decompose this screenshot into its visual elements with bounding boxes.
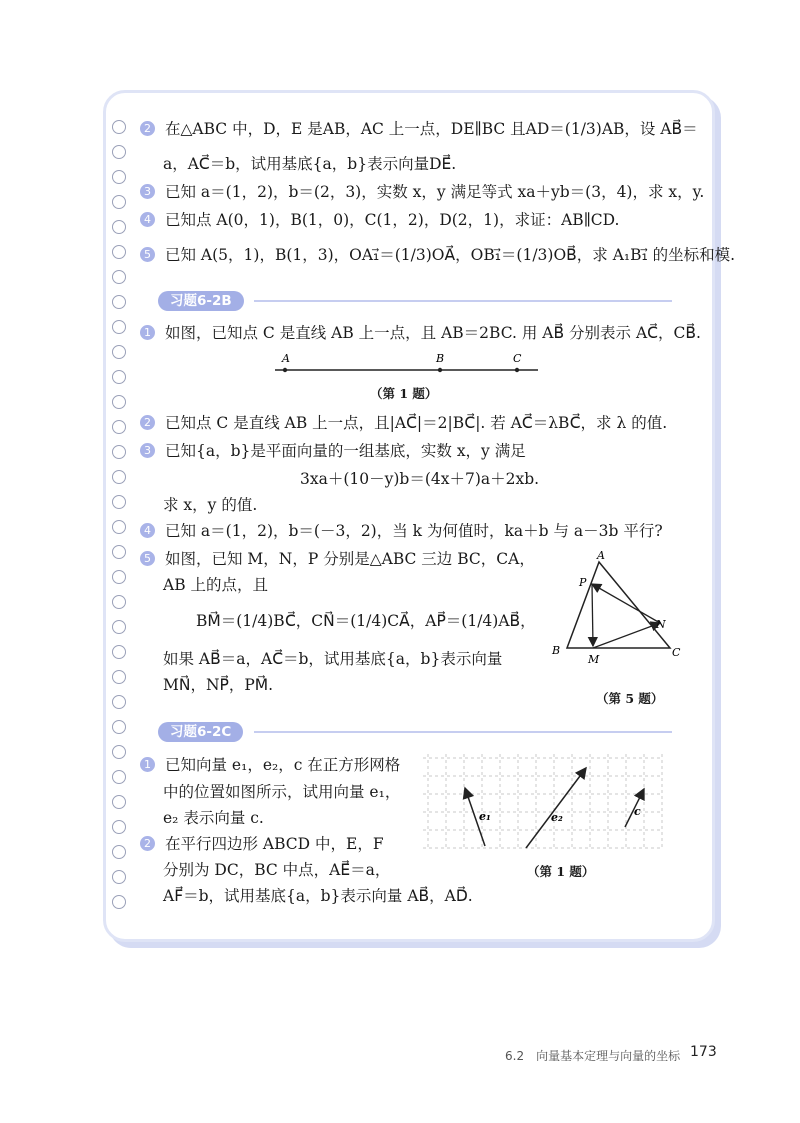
binder-ring [112,195,126,209]
binder-ring [112,520,126,534]
exercise-a2-cont: a，AC⃗＝b，试用基底{a，b}表示向量DE⃗. [163,155,457,173]
exercise-text: 已知点 C 是直线 AB 上一点，且|AC⃗|＝2|BC⃗|. 若 AC⃗＝λBC⃗，求 λ 的值. [165,414,668,432]
label-b: B [436,352,445,365]
binder-ring [112,320,126,334]
binder-ring [112,395,126,409]
binder-ring [112,895,126,909]
exercise-b3-tail: 求 x，y 的值. [163,496,258,514]
exercise-text: 已知{a，b}是平面向量的一组基底，实数 x，y 满足 [165,442,526,460]
label-e2: e₂ [551,811,563,824]
figure-caption: （第 5 题） [596,691,664,706]
exercise-b2 [140,412,667,434]
exercise-b5 [140,548,535,570]
binder-ring [112,720,126,734]
number-badge: 1 [140,757,155,772]
label-c: C [672,646,681,659]
equation-b3: 3xa＋(10－y)b＝(4x＋7)a＋2xb. [300,470,540,488]
vector-mn [593,623,660,648]
binder-ring [112,870,126,884]
binder-ring [112,695,126,709]
binder-ring [112,845,126,859]
point-a [283,368,287,372]
number-badge: 4 [140,523,155,538]
binder-ring [112,620,126,634]
exercise-text: 已知 a＝(1，2)，b＝(－3，2)，当 k 为何值时，ka＋b 与 a－3b 平行? [165,522,663,540]
label-a: A [597,549,605,562]
binder-ring [112,495,126,509]
page-number: 173 [690,1044,717,1060]
figure-line-abc [270,350,550,380]
exercise-c2-line2: 分别为 DC，BC 中点，AE⃗＝a， [163,861,391,879]
exercise-text: 如图，已知点 C 是直线 AB 上一点，且 AB＝2BC. 用 AB⃗ 分别表示 AC⃗，CB⃗. [165,324,701,342]
exercise-text: 如图，已知 M，N，P 分别是△ABC 三边 BC，CA， [165,550,535,568]
exercise-c2 [140,833,384,855]
exercise-a2 [140,118,698,140]
binder-ring [112,795,126,809]
binder-ring [112,295,126,309]
binder-ring [112,670,126,684]
number-badge: 3 [140,443,155,458]
exercise-text: 已知向量 e₁，e₂，c 在正方形网格 [165,756,401,774]
point-c [515,368,519,372]
binder-ring [112,820,126,834]
divider [254,300,672,302]
binder-ring [112,170,126,184]
number-badge: 2 [140,121,155,136]
footer-section-title: 6.2 向量基本定理与向量的坐标 [505,1049,681,1063]
label-a: A [282,352,290,365]
number-badge: 4 [140,212,155,227]
exercise-c1-line2: 中的位置如图所示，试用向量 e₁， [163,783,401,801]
label-n: N [656,618,666,631]
exercise-b5-line4: MN⃗，NP⃗，PM⃗. [163,676,274,694]
exercise-text: 已知 a＝(1，2)，b＝(2，3)，实数 x，y 满足等式 xa＋yb＝(3，4)，求 x，y. [165,183,705,201]
number-badge: 2 [140,836,155,851]
binder-ring [112,570,126,584]
exercise-b4 [140,520,663,542]
exercise-b3 [140,440,526,462]
binder-ring [112,470,126,484]
number-badge: 1 [140,325,155,340]
binder-ring [112,270,126,284]
binder-ring [112,120,126,134]
exercise-b5-line2: AB 上的点，且 [163,576,269,594]
section-title: 习题6-2C [158,722,243,742]
exercise-a5 [140,244,735,266]
figure-caption: （第 1 题） [370,386,438,401]
binder-ring [112,245,126,259]
binder-ring [112,445,126,459]
triangle-abc [567,562,670,648]
exercise-a4 [140,209,619,231]
exercise-text: 已知 A(5，1)，B(1，3)，OA₁⃗＝(1/3)OA⃗，OB₁⃗＝(1/3)OB⃗，求 A₁B₁⃗ 的坐标和模. [165,246,736,264]
equation-b5: BM⃗＝(1/4)BC⃗，CN⃗＝(1/4)CA⃗，AP⃗＝(1/4)AB⃗， [196,612,536,630]
binder-ring [112,595,126,609]
vector-pm [592,584,593,646]
binder-ring [112,145,126,159]
exercise-c1 [140,754,400,776]
number-badge: 5 [140,247,155,262]
label-c: c [634,805,641,818]
binder-ring [112,220,126,234]
number-badge: 2 [140,415,155,430]
exercise-text: 在平行四边形 ABCD 中，E，F [165,835,384,853]
label-p: P [579,576,587,589]
vector-e2 [526,768,586,848]
exercise-text: 已知点 A(0，1)，B(1，0)，C(1，2)，D(2，1)，求证：AB∥CD. [165,211,620,229]
label-e1: e₁ [479,810,491,823]
exercise-c1-line3: e₂ 表示向量 c. [163,809,264,827]
binder-ring [112,745,126,759]
number-badge: 3 [140,184,155,199]
binder-ring [112,645,126,659]
exercise-b5-line3: 如果 AB⃗＝a，AC⃗＝b，试用基底{a，b}表示向量 [163,650,503,668]
exercise-a3 [140,181,704,203]
section-title: 习题6-2B [158,291,244,311]
exercise-b1 [140,322,701,344]
figure-caption: （第 1 题） [527,864,595,879]
exercise-c2-line3: AF⃗＝b，试用基底{a，b}表示向量 AB⃗，AD⃗. [163,887,473,905]
exercise-text: 在△ABC 中，D，E 是AB，AC 上一点，DE∥BC 且AD＝(1/3)AB，设 AB⃗＝ [165,120,698,138]
binder-ring [112,420,126,434]
vector-np [592,584,660,623]
label-c: C [513,352,522,365]
divider [254,731,672,733]
label-m: M [588,653,600,666]
binder-ring [112,345,126,359]
binder-ring [112,770,126,784]
number-badge: 5 [140,551,155,566]
figure-grid [418,752,668,852]
label-b: B [552,644,561,657]
figure-triangle [548,548,694,668]
point-b [438,368,442,372]
binder-ring [112,545,126,559]
binder-ring [112,370,126,384]
